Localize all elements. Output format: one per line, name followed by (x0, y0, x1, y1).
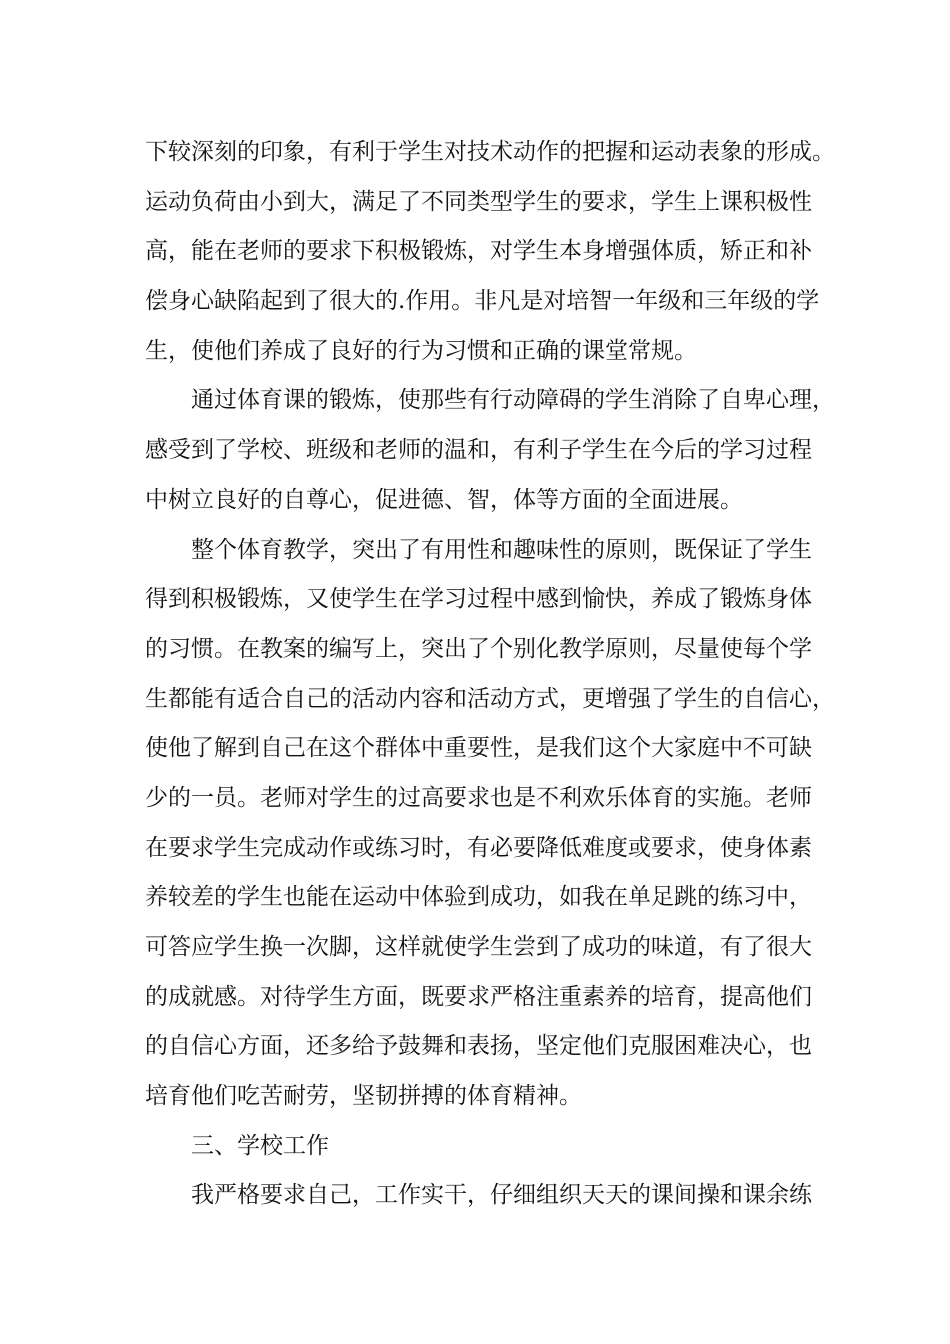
body-text (145, 128, 835, 1221)
text-line: 养较差的学生也能在运动中体验到成功，如我在单足跳的练习中， (145, 884, 812, 911)
text-line: 中树立良好的自尊心，促进德、智，体等方面的全面进展。 (145, 486, 743, 513)
paragraph-start-line: 我严格要求自己，工作实干，仔细组织天天的课间操和课余练 (191, 1182, 812, 1209)
text-line: 得到积极锻炼，又使学生在学习过程中感到愉快，养成了锻炼身体 (145, 586, 812, 613)
text-line: 生，使他们养成了良好的行为习惯和正确的课堂常规。 (145, 337, 697, 364)
text-line: 运动负荷由小到大，满足了不同类型学生的要求，学生上课积极性 (145, 188, 812, 215)
text-line: 可答应学生换一次脚，这样就使学生尝到了成功的味道，有了很大 (145, 934, 812, 960)
text-line: 高，能在老师的要求下积极锻炼，对学生本身增强体质，矫正和补 (145, 238, 812, 265)
text-line: 的习惯。在教案的编写上，突出了个别化教学原则，尽量使每个学 (145, 635, 812, 662)
text-line: 偿身心缺陷起到了很大的.作用。非凡是对培智一年级和三年级的学 (145, 288, 820, 315)
text-line: 的自信心方面，还多给予鼓舞和表扬，坚定他们克服困难决心，也 (145, 1033, 812, 1060)
text-line: 在要求学生完成动作或练习时，有必要降低难度或要求，使身体素 (145, 834, 812, 861)
text-line: 下较深刻的印象，有利于学生对技术动作的把握和运动表象的形成。 (145, 139, 835, 165)
paragraph-start-line: 整个体育教学，突出了有用性和趣味性的原则，既保证了学生 (191, 536, 812, 563)
text-line: 培育他们吃苦耐劳，坚韧拼搏的体育精神。 (145, 1083, 582, 1110)
text-line: 的成就感。对待学生方面，既要求严格注重素养的培育，提高他们 (145, 983, 812, 1010)
text-line: 生都能有适合自己的活动内容和活动方式，更增强了学生的自信心， (145, 685, 835, 712)
text-line: 少的一员。老师对学生的过高要求也是不利欢乐体育的实施。老师 (145, 784, 812, 811)
paragraph-start-line: 通过体育课的锻炼，使那些有行动障碍的学生消除了自卑心理， (191, 387, 835, 414)
text-line: 使他了解到自己在这个群体中重要性，是我们这个大家庭中不可缺 (145, 735, 812, 762)
section-heading: 三、学校工作 (191, 1132, 329, 1159)
text-line: 感受到了学校、班级和老师的温和，有利子学生在今后的学习过程 (145, 437, 812, 464)
